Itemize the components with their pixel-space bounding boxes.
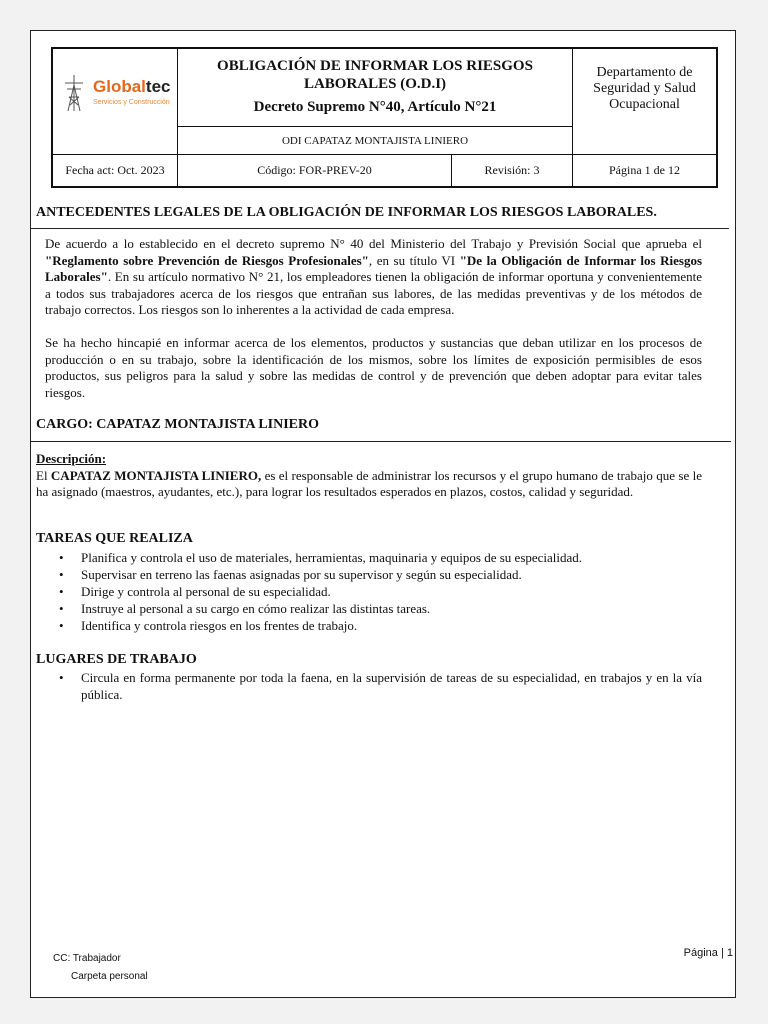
tareas-heading: TAREAS QUE REALIZA xyxy=(36,531,193,546)
update-date: Fecha act: Oct. 2023 xyxy=(53,155,178,186)
description-label: Descripción: xyxy=(36,451,107,466)
footer-cc-line1: CC: Trabajador xyxy=(53,953,121,964)
list-item: • Instruye al personal a su cargo en cómo realizar las distintas tareas. xyxy=(59,600,699,617)
revision-number: Revisión: 3 xyxy=(452,155,573,186)
document-title xyxy=(178,49,573,127)
list-item: • Circula en forma permanente por toda la faena, en la supervisión de tareas de su especialidad, en trabajos y en la vía pública. xyxy=(59,669,702,703)
document-subtitle: ODI CAPATAZ MONTAJISTA LINIERO xyxy=(178,127,573,155)
header-table xyxy=(51,47,718,188)
list-item: • Planifica y controla el uso de materiales, herramientas, maquinaria y equipos de su especialidad. xyxy=(59,549,699,566)
cargo-heading: CARGO: CAPATAZ MONTAJISTA LINIERO xyxy=(36,417,320,432)
section-heading-legal: ANTECEDENTES LEGALES DE LA OBLIGACIÓN DE INFORMAR LOS RIESGOS LABORALES. xyxy=(36,205,657,220)
document-code: Código: FOR-PREV-20 xyxy=(178,155,452,186)
footer-cc-line2: Carpeta personal xyxy=(71,971,148,982)
list-item: • Dirige y controla al personal de su especialidad. xyxy=(59,583,699,600)
document-page xyxy=(30,30,736,998)
legal-paragraph-2: Se ha hecho hincapié en informar acerca de los elementos, productos y sustancias que deban utilizar en los procesos de producción o en su trabajo, sobre la identificación de los mismos, sobre los límites de exposición permisibles de esos productos, sus peligros para la salud y sobre las medidas de control y de prevención que deben adoptar para evitar tales riesgos. xyxy=(45,335,702,400)
title-line1: OBLIGACIÓN DE INFORMAR LOS RIESGOS LABORALES (O.D.I) xyxy=(217,58,533,92)
cargo-description: Descripción: El CAPATAZ MONTAJISTA LINIERO, es el responsable de administrar los recursos y el grupo humano de trabajo que se le ha asignado (maestros, ayudantes, etc.), para lograr los resultados esperados en plazos, costos, calidad y seguridad. xyxy=(36,451,702,499)
list-item: • Identifica y controla riesgos en los frentes de trabajo. xyxy=(59,617,699,634)
footer-page-number: Página | 1 xyxy=(683,947,733,959)
legal-paragraph-1: De acuerdo a lo establecido en el decreto supremo N° 40 del Ministerio del Trabajo y Previsión Social que aprueba el "Reglamento sobre Prevención de Riesgos Profesionales", en su título VI "De la Obligación de Informar los Riesgos Laborales". En su artículo normativo N° 21, los empleadores tienen la obligación de informar oportuna y convenientemente a todos sus trabajadores acerca de los riesgos que entrañan sus labores, de las medidas preventivas y de los métodos de trabajo correctos. Los riesgos son lo inherentes a la actividad de cada empresa. xyxy=(45,236,703,317)
logo-brand: Globaltec xyxy=(93,77,171,96)
lugares-list xyxy=(59,669,702,703)
title-line2: Decreto Supremo N°40, Artículo N°21 xyxy=(253,99,497,115)
heading-rule xyxy=(31,228,729,229)
logo-tagline: Servicios y Construcción xyxy=(93,99,170,106)
department-label: Departamento de Seguridad y Salud Ocupacional xyxy=(573,49,716,155)
lugares-heading: LUGARES DE TRABAJO xyxy=(36,652,197,667)
cargo-rule xyxy=(31,441,731,442)
tareas-list xyxy=(59,549,699,634)
page-count: Página 1 de 12 xyxy=(609,163,680,177)
list-item: • Supervisar en terreno las faenas asignadas por su supervisor y según su especialidad. xyxy=(59,566,699,583)
company-logo xyxy=(53,49,178,155)
